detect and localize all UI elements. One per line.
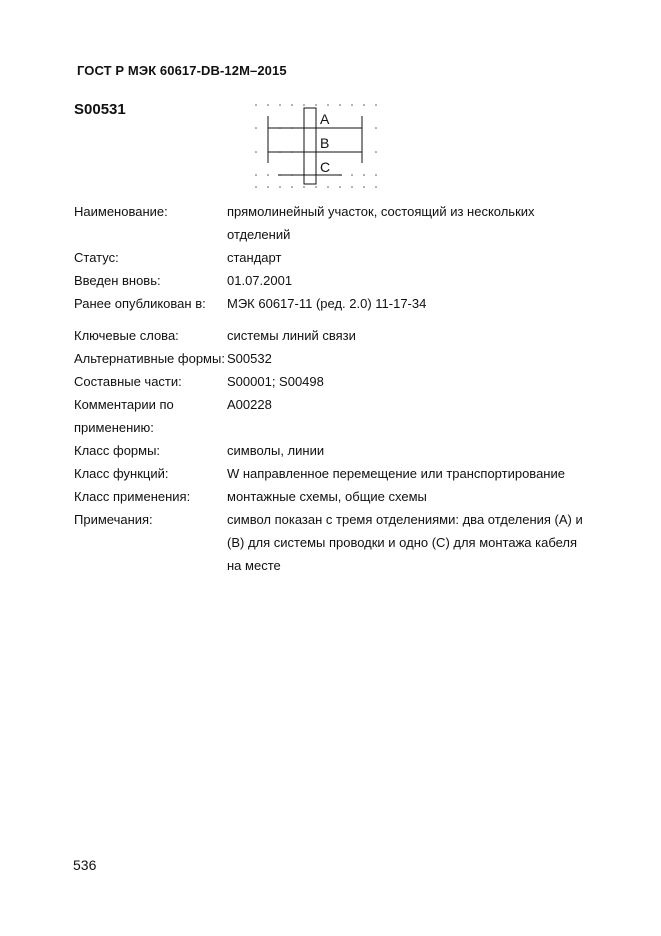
- property-row-status: [74, 246, 594, 269]
- property-value: символы, линии: [227, 443, 325, 458]
- property-value: монтажные схемы, общие схемы: [227, 489, 427, 504]
- property-row-previously-published: [74, 292, 594, 315]
- property-key: Ключевые слова:: [74, 328, 179, 343]
- property-value: S00532: [227, 351, 272, 366]
- property-key: Примечания:: [74, 512, 153, 527]
- page-number: 536: [73, 857, 97, 873]
- symbol-code: S00531: [74, 101, 126, 118]
- property-key: Ранее опубликован в:: [74, 296, 206, 311]
- property-key: Класс функций:: [74, 466, 169, 481]
- property-row-function-class: [74, 462, 594, 485]
- property-row-alternative-forms: [74, 347, 594, 370]
- property-row-keywords: [74, 324, 594, 347]
- compartment-label-c: C: [320, 159, 331, 175]
- symbol-drawing: [250, 100, 380, 192]
- compartment-label-b: B: [320, 135, 330, 151]
- property-key: Статус:: [74, 250, 119, 265]
- property-value: A00228: [227, 397, 272, 412]
- property-key: Составные части:: [74, 374, 182, 389]
- property-key: Класс применения:: [74, 489, 191, 504]
- property-value: символ показан с тремя отделениями: два отделения (A) и (B) для системы проводки и одно (C) для монтажа кабеля на месте: [227, 512, 583, 573]
- property-row-components: [74, 370, 594, 393]
- property-value: МЭК 60617-11 (ред. 2.0) 11-17-34: [227, 296, 427, 311]
- property-row-notes: [74, 508, 594, 577]
- property-row-application-comments: [74, 393, 594, 439]
- property-row-name: [74, 200, 594, 246]
- document-header: ГОСТ Р МЭК 60617-DB-12M–2015: [77, 63, 287, 78]
- properties-table: [74, 200, 594, 577]
- symbol-lines: [268, 108, 362, 184]
- property-value: системы линий связи: [227, 328, 356, 343]
- compartment-label-a: A: [320, 111, 330, 127]
- property-row-form-class: [74, 439, 594, 462]
- property-value: прямолинейный участок, состоящий из нескольких отделений: [227, 204, 535, 242]
- property-key: Альтернативные формы:: [74, 351, 225, 366]
- property-key: Комментарии по применению:: [74, 397, 174, 435]
- property-key: Наименование:: [74, 204, 168, 219]
- property-key: Введен вновь:: [74, 273, 161, 288]
- property-row-application-class: [74, 485, 594, 508]
- property-key: Класс формы:: [74, 443, 161, 458]
- property-value: S00001; S00498: [227, 374, 324, 389]
- property-value: стандарт: [227, 250, 282, 265]
- property-value: W направленное перемещение или транспортирование: [227, 466, 565, 481]
- property-row-introduced: [74, 269, 594, 292]
- property-value: 01.07.2001: [227, 273, 293, 288]
